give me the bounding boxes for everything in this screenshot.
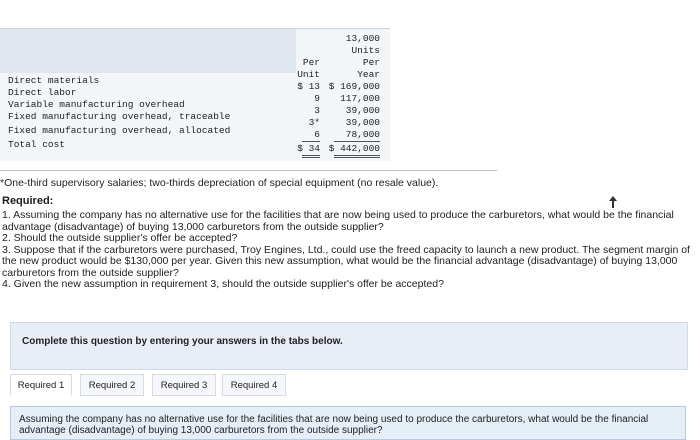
cell-per-unit-direct-materials: $ 13 (297, 81, 320, 92)
cell-per-year-total-cost: $ 442,000 (328, 143, 380, 154)
answer-prompt-text: Assuming the company has no alternative use for the facilities that are now being used to produce the carburetors, what would be the financial advantage (disadvantage) of buying 13,000 carburetors from the outside supplier? (19, 414, 649, 436)
row-label-total-cost: Total cost (8, 139, 66, 150)
subtotal-rule-per-year (334, 141, 380, 142)
footnote: *One-third supervisory salaries; two-thirds depreciation of special equipment (no resale value). (0, 177, 439, 189)
question-item: 1. Assuming the company has no alternative use for the facilities that are now being used to produce the carburetors, what would be the financial advantage (disadvantage) of buying 13,000 carburetors from the outside supplier? (2, 209, 674, 233)
footnote-divider (0, 170, 497, 171)
total-rule-per-unit-2 (302, 157, 320, 158)
tab-required-1[interactable]: Required 1 (10, 374, 72, 396)
cell-per-year-direct-materials: $ 169,000 (328, 81, 380, 92)
subtotal-rule-per-unit (302, 141, 320, 142)
row-label-direct-labor: Direct labor (8, 87, 77, 98)
cell-per-year-fixed-overhead-allocated: 78,000 (345, 129, 380, 140)
tab-required-3[interactable]: Required 3 (152, 374, 216, 396)
row-label-variable-overhead: Variable manufacturing overhead (8, 99, 185, 110)
total-rule-per-unit-1 (302, 155, 320, 156)
table-header-band (0, 29, 296, 73)
mouse-cursor-icon (608, 196, 618, 208)
cost-table (0, 28, 390, 161)
question-item: 3. Suppose that if the carburetors were purchased, Troy Engines, Ltd., could use the freed capacity to launch a new product. The segment margin of the new product would be $130,000 per year. Given this new assumption, what would be the financial advantage (disadvantage) of buying 13,000 carburetors from the outside supplier? (2, 243, 690, 279)
required-heading: Required: (2, 195, 54, 207)
row-label-direct-materials: Direct materials (8, 75, 100, 86)
answer-prompt-box (10, 406, 686, 440)
units-header-line1: 13,000 (345, 33, 380, 44)
question-item: 4. Given the new assumption in requirement 3, should the outside supplier's offer be accepted? (2, 278, 444, 290)
units-header-line3: Per (362, 57, 380, 68)
cell-per-unit-total-cost: $ 34 (297, 143, 320, 154)
cell-per-year-direct-labor: 117,000 (340, 93, 380, 104)
row-label-fixed-overhead-traceable: Fixed manufacturing overhead, traceable (8, 111, 231, 122)
total-rule-per-year-2 (334, 157, 380, 158)
row-label-fixed-overhead-allocated: Fixed manufacturing overhead, allocated (8, 125, 231, 136)
cell-per-year-fixed-overhead-traceable: 39,000 (345, 117, 380, 128)
total-rule-per-year-1 (334, 155, 380, 156)
units-header-line2: Units (351, 45, 380, 56)
questions-list (2, 210, 697, 291)
cell-per-unit-variable-overhead: 3 (314, 105, 320, 116)
tab-required-2[interactable]: Required 2 (80, 374, 144, 396)
cell-per-unit-fixed-overhead-traceable: 3* (308, 117, 320, 128)
cell-per-unit-fixed-overhead-allocated: 6 (314, 129, 320, 140)
cell-per-unit-direct-labor: 9 (314, 93, 320, 104)
units-header-line4: Year (357, 69, 380, 80)
tab-required-4[interactable]: Required 4 (222, 374, 286, 396)
question-item: 2. Should the outside supplier's offer be accepted? (2, 232, 238, 244)
tab-bar (10, 372, 286, 398)
cell-per-year-variable-overhead: 39,000 (345, 105, 380, 116)
per-unit-header-line1: Per (302, 57, 320, 68)
instruction-text: Complete this question by entering your answers in the tabs below. (22, 336, 343, 347)
per-unit-header-line2: Unit (297, 69, 320, 80)
